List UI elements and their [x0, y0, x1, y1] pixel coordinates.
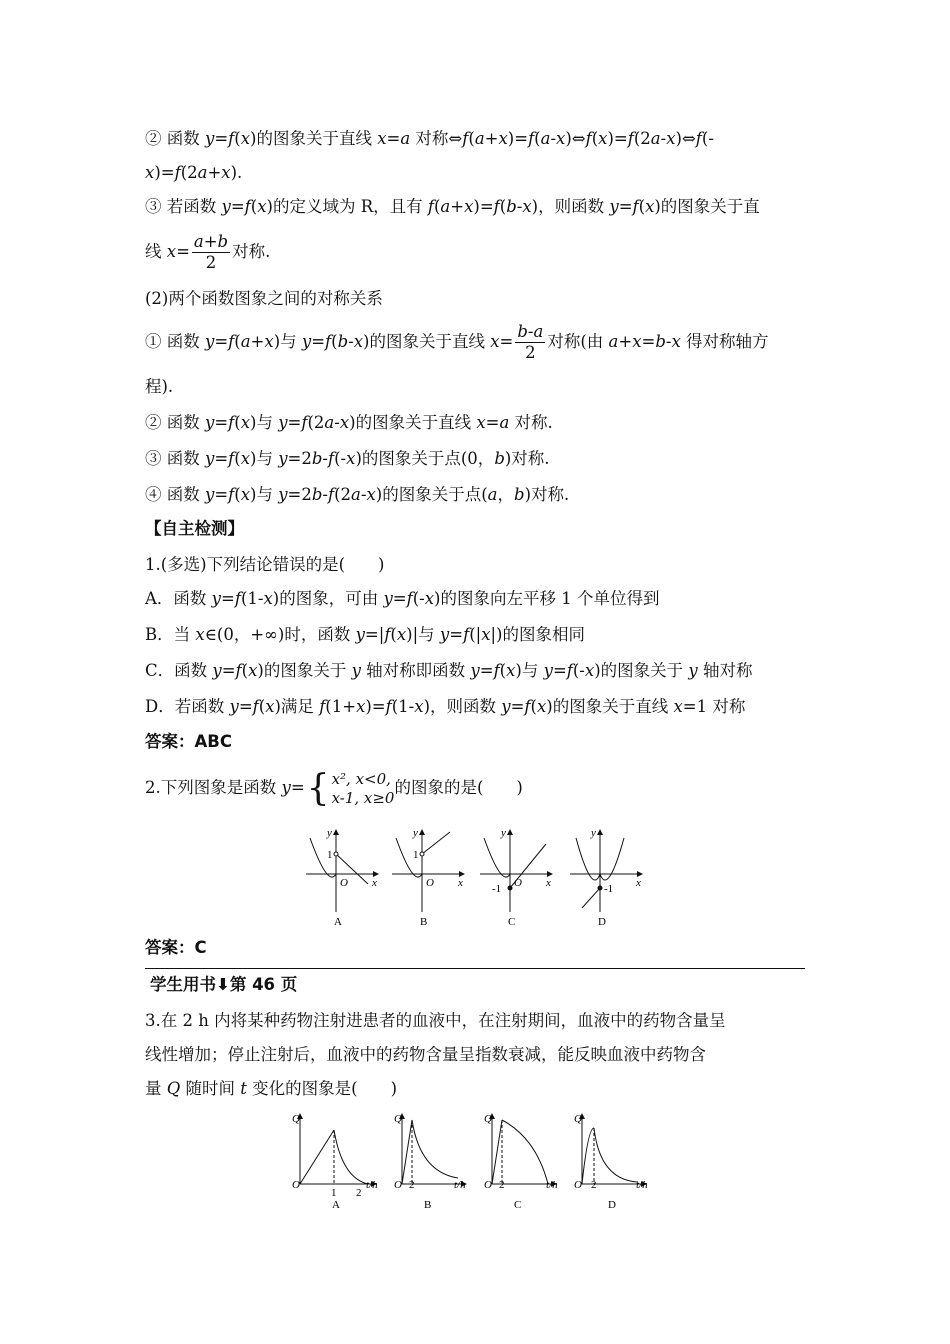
graph-b-one: 1: [413, 849, 419, 861]
graph-q-a-origin: O: [292, 1179, 300, 1191]
graph-b-x-label: x: [458, 877, 463, 889]
graph-q-d-tick2: 2: [591, 1179, 597, 1191]
graph-q-b-t-label: t/h: [454, 1179, 466, 1191]
question-1-stem: 1.(多选)下列结论错误的是( ): [145, 555, 385, 574]
graph-q-a-t-label: t/h: [366, 1179, 378, 1191]
graph-q-a-label: A: [332, 1199, 340, 1211]
graph-d-x-label: x: [636, 877, 641, 889]
subheading-two-functions: (2)两个函数图象之间的对称关系: [145, 289, 383, 308]
fraction-a-plus-b-over-2: $\frac{a+b}{2}$: [193, 232, 229, 272]
section-divider: [145, 968, 805, 969]
graph-q-d-t-label: t/h: [636, 1179, 648, 1191]
graph-q-b: [402, 1114, 466, 1184]
graph-q-b-origin: O: [394, 1179, 402, 1191]
fraction-b-minus-a-over-2: $\frac{b-a}{2}$: [517, 322, 544, 362]
graph-q-a-tick2: 2: [356, 1187, 362, 1199]
graph-q-a-tick1: 1: [331, 1187, 337, 1199]
graph-a-label: A: [334, 916, 342, 928]
question-3-line-1: 3.在 2 h 内将某种药物注射进患者的血液中，在注射期间，血液中的药物含量呈: [145, 1011, 726, 1030]
graph-q-d-q-label: Q: [574, 1113, 582, 1125]
graph-c: [480, 830, 552, 912]
graph-c-neg-one: -1: [492, 883, 502, 895]
question-3-line-3: 量 Q 随时间 t 变化的图象是( ): [145, 1079, 398, 1098]
question-3-figures: [290, 1108, 670, 1212]
graph-q-c: [492, 1114, 556, 1184]
graph-c-x-label: x: [546, 877, 551, 889]
graph-c-label: C: [508, 916, 516, 928]
graph-d-y-label: y: [591, 827, 596, 839]
graph-q-c-origin: O: [484, 1179, 492, 1191]
paragraph-pair-1: ① 函数 y=f(a+x)与 y=f(b-x)的图象关于直线 x= $\frac{b-a}{2}$ 对称(由 a+x=b-x 得对称轴方: [145, 322, 769, 362]
question-1-option-c: C．函数 y=f(x)的图象关于 y 轴对称即函数 y=f(x)与 y=f(-x)的图象关于 y 轴对称: [145, 661, 753, 680]
paragraph-pair-3: ③ 函数 y=f(x)与 y=2b-f(-x)的图象关于点(0，b)对称.: [145, 449, 550, 468]
graph-q-b-label: B: [424, 1199, 432, 1211]
graph-q-c-t-label: t/h: [546, 1179, 558, 1191]
graph-b: [392, 830, 464, 912]
paragraph-symmetry-2-cont: 线 x= $\frac{a+b}{2}$ 对称.: [145, 232, 271, 272]
graph-q-c-q-label: Q: [484, 1113, 492, 1125]
graph-q-d-label: D: [608, 1199, 616, 1211]
paragraph-pair-4: ④ 函数 y=f(x)与 y=2b-f(2a-x)的图象关于点(a，b)对称.: [145, 485, 570, 504]
graph-c-origin: O: [514, 877, 522, 889]
question-2-answer: 答案：C: [145, 938, 207, 957]
paragraph-symmetry-2: ③ 若函数 y=f(x)的定义域为 R，且有 f(a+x)=f(b-x)，则函数 y=f(x)的图象关于直: [145, 197, 760, 216]
paragraph-pair-2: ② 函数 y=f(x)与 y=f(2a-x)的图象关于直线 x=a 对称.: [145, 413, 553, 432]
paragraph-symmetry-1: ② 函数 y=f(x)的图象关于直线 x=a 对称⇔f(a+x)=f(a-x)⇔f(x)=f(2a-x)⇔f(-: [145, 129, 714, 148]
graph-a-origin: O: [340, 877, 348, 889]
graph-a-one: 1: [327, 849, 333, 861]
graph-a-x-label: x: [372, 877, 377, 889]
question-3-line-2: 线性增加；停止注射后，血液中的药物含量呈指数衰减，能反映血液中药物含: [145, 1045, 706, 1064]
page-reference: 学生用书⬇第 46 页: [150, 975, 298, 994]
section-title-self-check: 【自主检测】: [145, 519, 244, 538]
graph-q-d: [582, 1114, 646, 1184]
graph-d: [570, 830, 642, 912]
graph-b-origin: O: [426, 877, 434, 889]
graph-q-c-label: C: [514, 1199, 522, 1211]
graph-q-c-tick2: 2: [499, 1179, 505, 1191]
graph-d-neg-one: -1: [604, 883, 614, 895]
piecewise-cases: x², x<0, x-1, x≥0: [331, 769, 395, 807]
graph-q-b-q-label: Q: [394, 1113, 402, 1125]
question-1-option-a: A．函数 y=f(1-x)的图象，可由 y=f(-x)的图象向左平移 1 个单位得到: [145, 589, 660, 608]
graph-b-y-label: y: [413, 827, 418, 839]
graph-d-label: D: [598, 916, 606, 928]
graph-q-d-origin: O: [574, 1179, 582, 1191]
question-1-option-b: B．当 x∈(0，+∞)时，函数 y=|f(x)|与 y=f(|x|)的图象相同: [145, 625, 585, 644]
piecewise-brace: {: [306, 767, 330, 809]
graph-c-y-label: y: [501, 827, 506, 839]
graph-b-label: B: [420, 916, 428, 928]
question-2-figures: [300, 826, 660, 930]
question-1-option-d: D．若函数 y=f(x)满足 f(1+x)=f(1-x)，则函数 y=f(x)的图象关于直线 x=1 对称: [145, 697, 746, 716]
paragraph-pair-1-cont: 程).: [145, 377, 174, 396]
graph-q-b-tick2: 2: [409, 1179, 415, 1191]
question-1-answer: 答案：ABC: [145, 732, 232, 751]
graph-a: [306, 830, 378, 912]
paragraph-symmetry-1-cont: x)=f(2a+x).: [145, 163, 243, 182]
graph-q-a-q-label: Q: [292, 1113, 300, 1125]
question-2-stem: 2.下列图象是函数 y={ x², x<0, x-1, x≥0 的图象的是( ): [145, 767, 523, 809]
graph-a-y-label: y: [327, 827, 332, 839]
graph-q-a: [300, 1114, 376, 1184]
